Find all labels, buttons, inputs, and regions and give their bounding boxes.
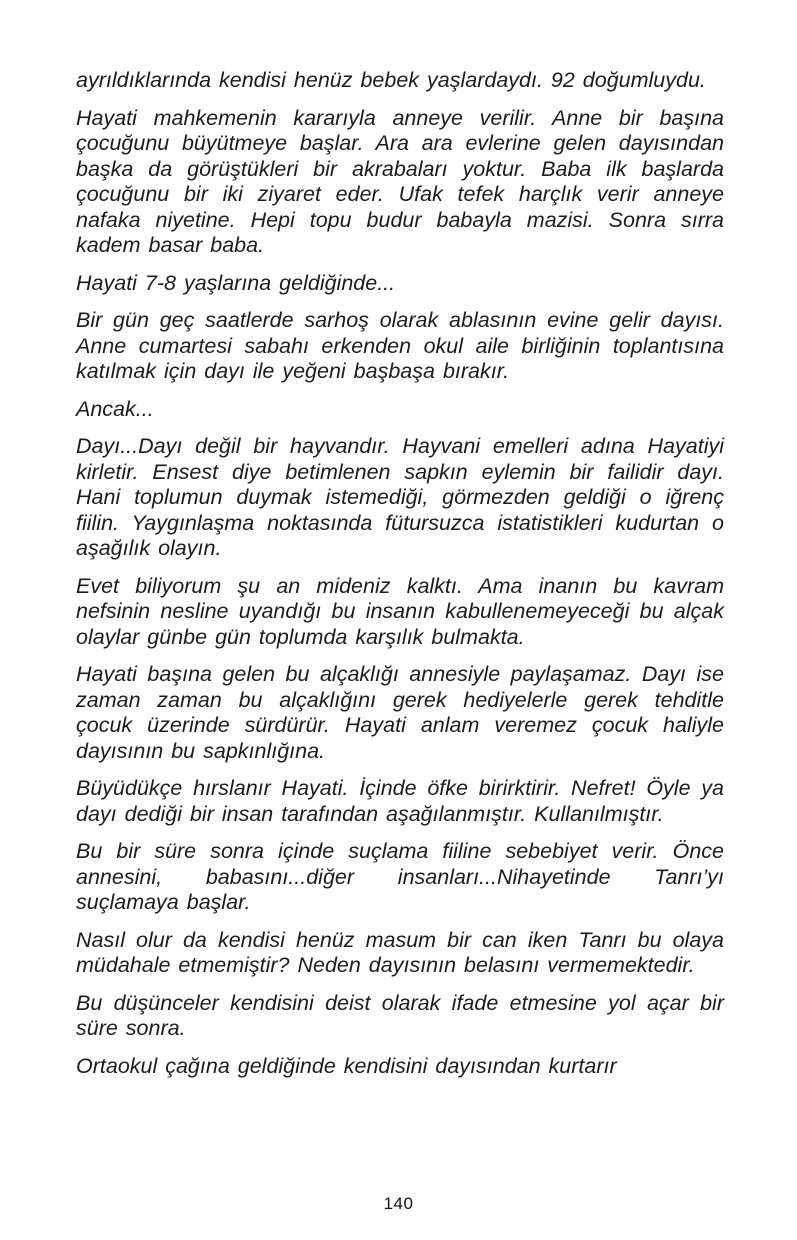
paragraph: Nasıl olur da kendisi henüz masum bir can iken Tanrı bu olaya müdahale etmemiştir? Neden dayısının belasını vermemektedir. [76,927,724,977]
paragraph: Büyüdükçe hırslanır Hayati. İçinde öfke birirktirir. Nefret! Öyle ya dayı dediği bir insan tarafından aşağılanmıştır. Kullanılmıştır. [76,776,724,826]
paragraph: Hayati 7-8 yaşlarına geldiğinde... [76,270,396,295]
paragraph: Ancak... [76,396,154,421]
paragraph: Hayati başına gelen bu alçaklığı annesiyle paylaşamaz. Dayı ise zaman zaman bu alçaklığını gerek hediyelerle gerek tehditle çocuk üzerinde sürdürür. Hayati anlam veremez çocuk haliyle dayısının bu sapkınlığına. [76,662,724,763]
paragraph: Bu bir süre sonra içinde suçlama fiiline sebebiyet verir. Önce annesini, babasını...diğer insanları...Nihayetinde Tanrı’yı suçlamaya başlar. [76,839,724,914]
paragraph: ayrıldıklarında kendisi henüz bebek yaşlardaydı. 92 doğumluydu. [76,68,706,92]
paragraph: Dayı...Dayı değil bir hayvandır. Hayvani emelleri adına Hayatiyi kirletir. Ensest diye betimlenen sapkın eylemin bir failidir dayı. Hani toplumun duymak istemediği, görmezden geldiği o iğrenç fiilin. Yaygınlaşma noktasında fütursuzca istatistikleri kudurtan o aşağılık olayın. [76,434,724,560]
paragraph: Bu düşünceler kendisini deist olarak ifade etmesine yol açar bir süre sonra. [76,990,724,1040]
paragraph: Evet biliyorum şu an mideniz kalktı. Ama inanın bu kavram nefsinin nesline uyandığı bu insanın kabullenemeyeceği bu alçak olaylar günbe gün toplumda karşılık bulmakta. [76,573,724,649]
body-text [76,68,724,1079]
paragraph: Bir gün geç saatlerde sarhoş olarak ablasının evine gelir dayısı. Anne cumartesi sabahı erkenden okul aile birliğinin toplantısına katılmak için dayı ile yeğeni başbaşa bırakır. [76,308,724,383]
paragraph: Hayati mahkemenin kararıyla anneye verilir. Anne bir başına çocuğunu büyütmeye başlar. Ara ara evlerine gelen dayısından başka da görüştükleri bir akrabaları yoktur. Baba ilk başlarda çocuğunu bir iki ziyaret eder. Ufak tefek harçlık verir anneye nafaka niyetine. Hepi topu budur babayla mazisi. Sonra sırra kadem basar baba. [76,105,724,257]
page-footer [0,1194,797,1214]
page-number: 140 [383,1194,414,1213]
paragraph: Ortaokul çağına geldiğinde kendisini dayısından kurtarır [76,1053,617,1078]
